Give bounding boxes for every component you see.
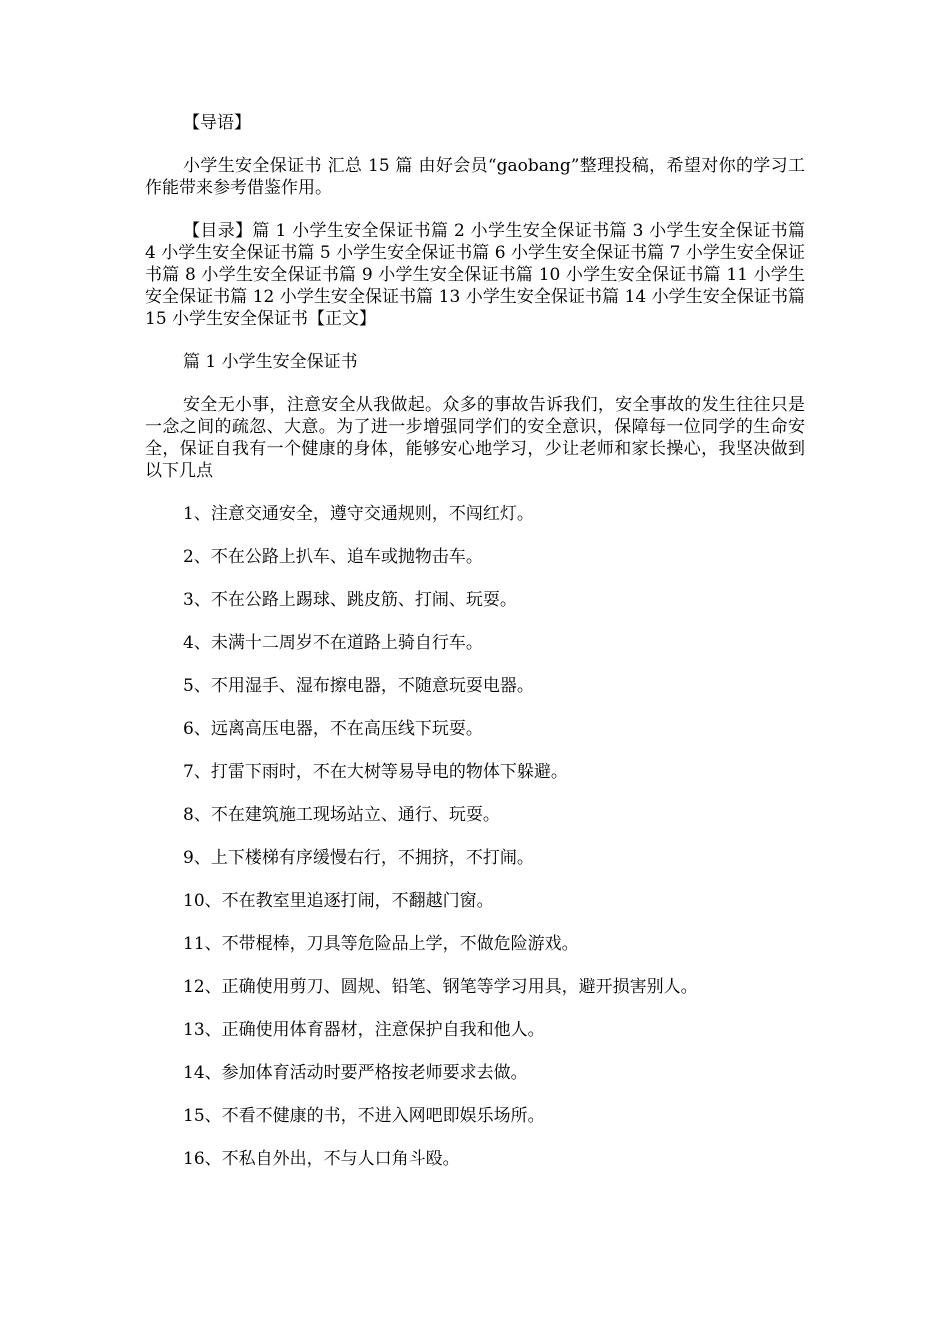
list-item: 7、打雷下雨时，不在大树等易导电的物体下躲避。 — [183, 762, 568, 782]
list-item: 1、注意交通安全，遵守交通规则，不闯红灯。 — [183, 504, 534, 524]
intro-heading: 【导语】 — [183, 113, 251, 133]
intro-text: 小学生安全保证书 汇总 15 篇 由好会员“gaobang”整理投稿，希望对你的学习工作能带来参考借鉴作用。 — [145, 156, 805, 198]
list-item: 11、不带棍棒，刀具等危险品上学，不做危险游戏。 — [183, 934, 579, 954]
list-item: 14、参加体育活动时要严格按老师要求去做。 — [183, 1063, 528, 1083]
list-item: 15、不看不健康的书，不进入网吧即娱乐场所。 — [183, 1106, 545, 1126]
list-item: 12、正确使用剪刀、圆规、铅笔、钢笔等学习用具，避开损害别人。 — [183, 977, 698, 997]
list-item: 2、不在公路上扒车、追车或抛物击车。 — [183, 547, 483, 567]
list-item: 10、不在教室里追逐打闹，不翻越门窗。 — [183, 891, 494, 911]
list-item: 8、不在建筑施工现场站立、通行、玩耍。 — [183, 805, 500, 825]
section-title: 篇 1 小学生安全保证书 — [183, 352, 358, 372]
body-paragraph: 安全无小事，注意安全从我做起。众多的事故告诉我们，安全事故的发生往往只是一念之间的疏忽、大意。为了进一步增强同学们的安全意识，保障每一位同学的生命安全，保证自我有一个健康的身体，能够安心地学习，少让老师和家长操心，我坚决做到以下几点 — [145, 395, 805, 481]
list-item: 5、不用湿手、湿布擦电器，不随意玩耍电器。 — [183, 676, 534, 696]
list-item: 16、不私自外出，不与人口角斗殴。 — [183, 1149, 460, 1169]
list-item: 6、远离高压电器，不在高压线下玩耍。 — [183, 719, 483, 739]
document-page — [145, 112, 805, 1191]
list-item: 13、正确使用体育器材，注意保护自我和他人。 — [183, 1020, 545, 1040]
table-of-contents: 【目录】篇 1 小学生安全保证书篇 2 小学生安全保证书篇 3 小学生安全保证书篇 4 小学生安全保证书篇 5 小学生安全保证书篇 6 小学生安全保证书篇 7 小学生安全保证书篇 8 小学生安全保证书篇 9 小学生安全保证书篇 10 小学生安全保证书篇 11 小学生安全保证书篇 12 小学生安全保证书篇 13 小学生安全保证书篇 14 小学生安全保证书篇 15 小学生安全保证书【正文】 — [145, 221, 805, 329]
list-item: 4、未满十二周岁不在道路上骑自行车。 — [183, 633, 483, 653]
list-item: 9、上下楼梯有序缓慢右行，不拥挤，不打闹。 — [183, 848, 534, 868]
list-item: 3、不在公路上踢球、跳皮筋、打闹、玩耍。 — [183, 590, 517, 610]
